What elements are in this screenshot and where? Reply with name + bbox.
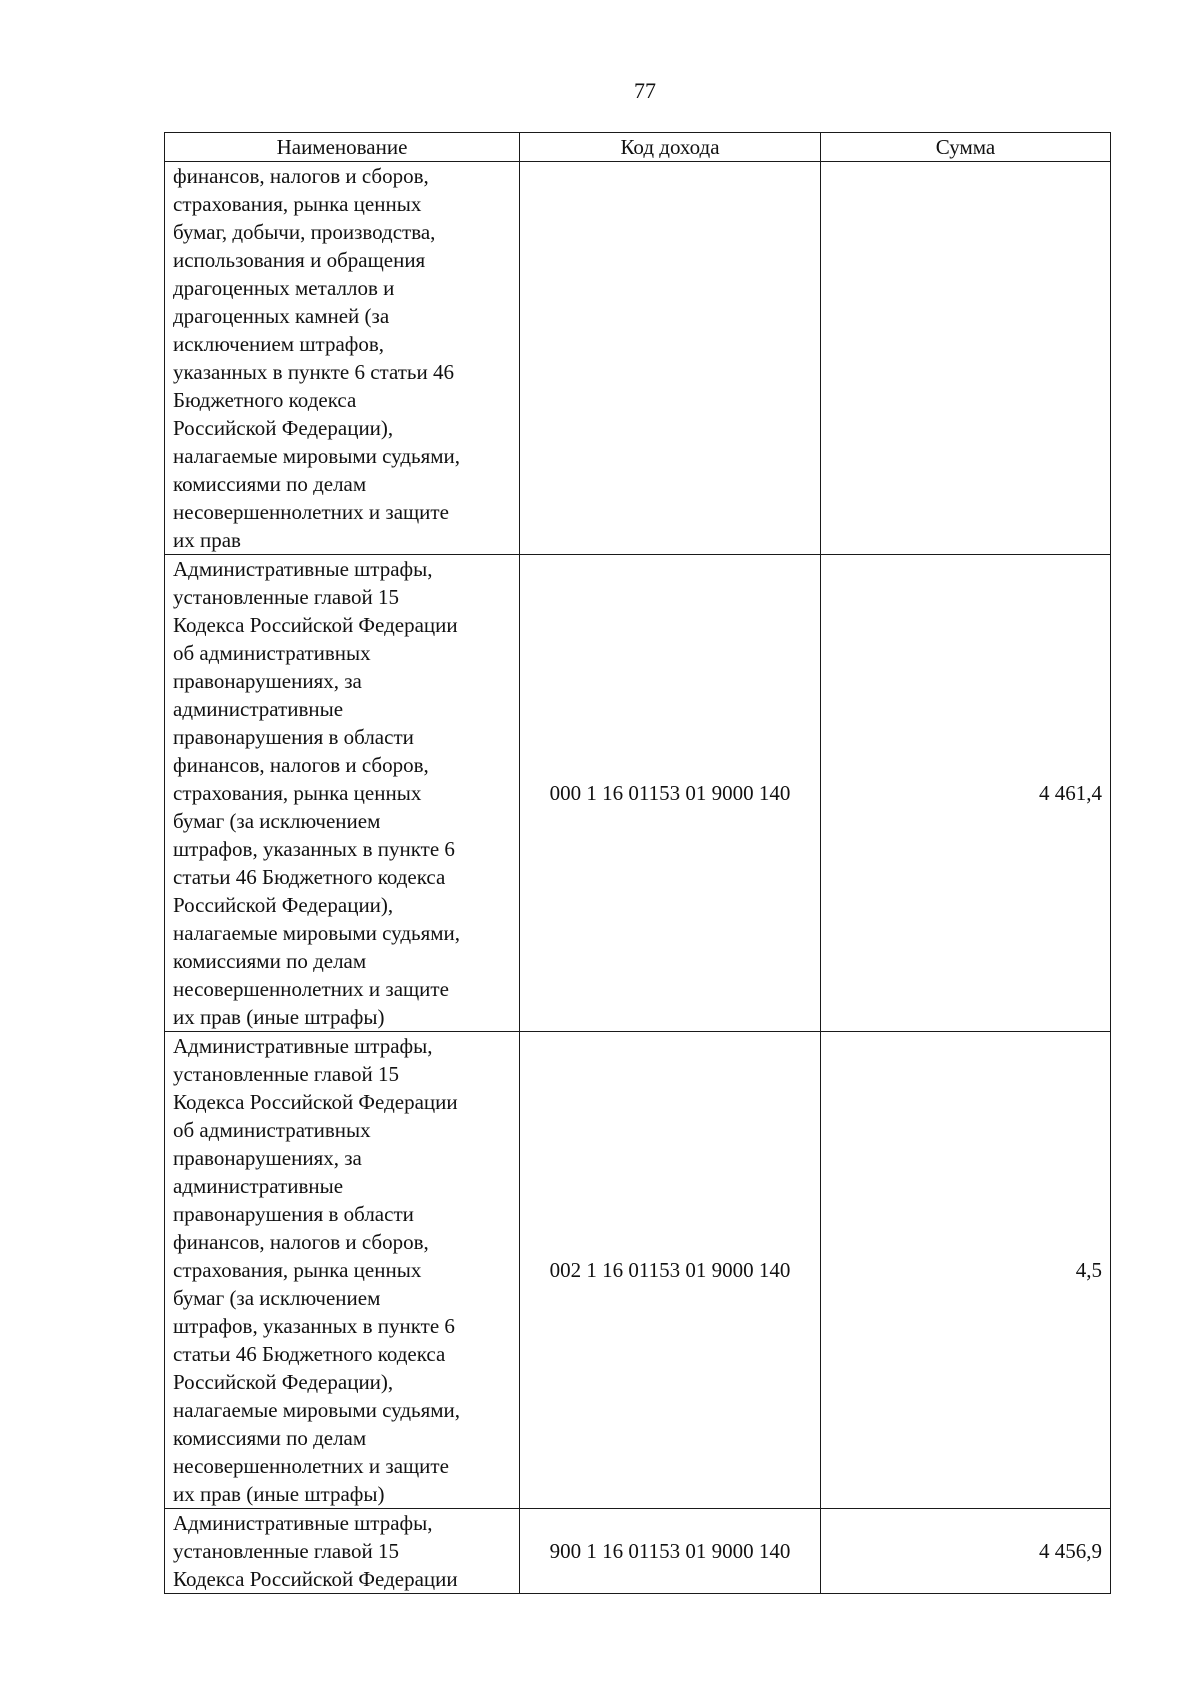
row-name-cell: финансов, налогов и сборов, страхования, рынка ценных бумаг, добычи, производства, использования и обращения драгоценных металлов и драгоценных камней (за исключением штрафов, указанных в пункте 6 статьи 46 Бюджетного кодекса Российской Федерации), налагаемые мировыми судьями, комиссиями по делам несовершеннолетних и защите их прав <box>165 162 520 555</box>
header-name: Наименование <box>165 133 520 162</box>
header-row <box>165 133 1111 162</box>
row-sum-cell <box>821 162 1111 555</box>
page-number: 77 <box>634 78 656 103</box>
table-row <box>165 162 1111 555</box>
revenue-table <box>164 132 1111 1594</box>
table-row <box>165 555 1111 1032</box>
row-code-cell <box>520 162 821 555</box>
header-code: Код дохода <box>520 133 821 162</box>
table-row <box>165 1509 1111 1594</box>
row-sum-cell: 4 461,4 <box>821 555 1111 1032</box>
row-name-cell: Административные штрафы, установленные главой 15 Кодекса Российской Федерации <box>165 1509 520 1594</box>
row-code-cell: 900 1 16 01153 01 9000 140 <box>520 1509 821 1594</box>
row-sum-cell: 4 456,9 <box>821 1509 1111 1594</box>
row-name-cell: Административные штрафы, установленные главой 15 Кодекса Российской Федерации об административных правонарушениях, за административные правонарушения в области финансов, налогов и сборов, страхования, рынка ценных бумаг (за исключением штрафов, указанных в пункте 6 статьи 46 Бюджетного кодекса Российской Федерации), налагаемые мировыми судьями, комиссиями по делам несовершеннолетних и защите их прав (иные штрафы) <box>165 555 520 1032</box>
table-row <box>165 1032 1111 1509</box>
row-name-cell: Административные штрафы, установленные главой 15 Кодекса Российской Федерации об административных правонарушениях, за административные правонарушения в области финансов, налогов и сборов, страхования, рынка ценных бумаг (за исключением штрафов, указанных в пункте 6 статьи 46 Бюджетного кодекса Российской Федерации), налагаемые мировыми судьями, комиссиями по делам несовершеннолетних и защите их прав (иные штрафы) <box>165 1032 520 1509</box>
row-code-cell: 002 1 16 01153 01 9000 140 <box>520 1032 821 1509</box>
header-sum: Сумма <box>821 133 1111 162</box>
row-code-cell: 000 1 16 01153 01 9000 140 <box>520 555 821 1032</box>
row-sum-cell: 4,5 <box>821 1032 1111 1509</box>
table-body <box>165 162 1111 1594</box>
table-header <box>165 133 1111 162</box>
